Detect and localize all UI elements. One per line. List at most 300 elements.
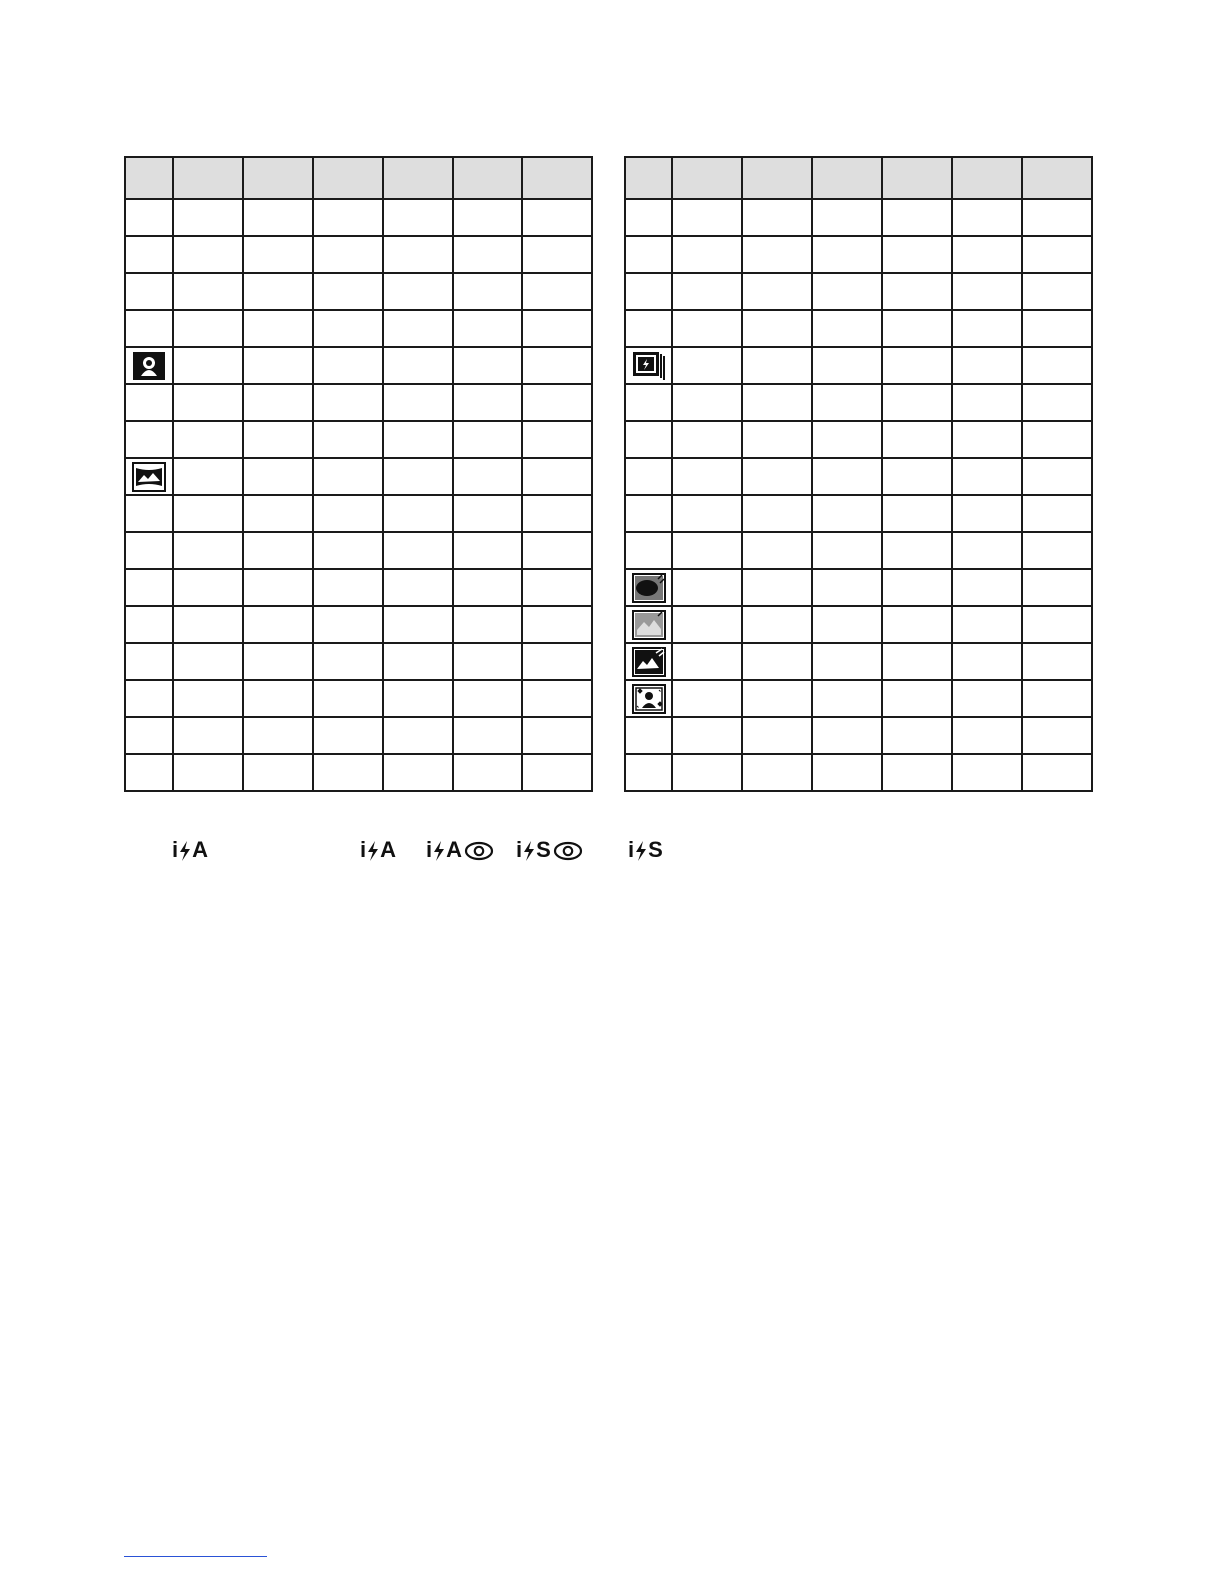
right-table-row	[625, 680, 1092, 717]
right-table-cell	[672, 717, 742, 754]
right-table-cell	[1022, 754, 1092, 791]
right-table-cell	[812, 199, 882, 236]
left-table-cell	[313, 680, 383, 717]
left-table-cell	[125, 421, 173, 458]
flash-burst-icon	[632, 351, 666, 381]
left-table-cell	[522, 347, 592, 384]
right-table-cell	[672, 680, 742, 717]
right-table-cell	[742, 458, 812, 495]
right-table-cell	[1022, 495, 1092, 532]
right-table-row	[625, 310, 1092, 347]
left-header-cell	[173, 157, 243, 199]
left-table-cell	[383, 532, 453, 569]
left-table-row	[125, 495, 592, 532]
red-eye-icon	[462, 837, 494, 863]
left-table-cell	[313, 643, 383, 680]
right-table-cell	[672, 754, 742, 791]
right-table-cell	[952, 273, 1022, 310]
left-table-cell	[243, 347, 313, 384]
right-settings-table	[624, 156, 1093, 792]
left-table-cell	[522, 273, 592, 310]
right-table-cell	[952, 384, 1022, 421]
right-table-cell	[1022, 569, 1092, 606]
right-table-cell	[625, 495, 672, 532]
right-table-cell	[672, 421, 742, 458]
right-table-cell	[952, 236, 1022, 273]
right-table-cell	[952, 347, 1022, 384]
left-table-cell	[522, 421, 592, 458]
left-table-cell	[243, 606, 313, 643]
footnote-rule	[124, 1556, 267, 1557]
left-table-cell	[173, 717, 243, 754]
flash-bolt-icon	[366, 837, 380, 863]
left-table-cell	[453, 606, 522, 643]
right-table-cell	[742, 569, 812, 606]
left-table-cell	[313, 236, 383, 273]
right-table-cell	[882, 754, 952, 791]
right-table-cell	[672, 458, 742, 495]
right-header-cell	[625, 157, 672, 199]
left-table-cell	[383, 495, 453, 532]
pinhole-mode-icon	[632, 573, 666, 603]
right-table-cell	[625, 236, 672, 273]
left-table-cell	[383, 754, 453, 791]
left-table-cell	[243, 717, 313, 754]
right-table-cell	[742, 532, 812, 569]
right-table-cell	[742, 384, 812, 421]
flash-bolt-icon	[178, 837, 192, 863]
right-table-cell	[742, 643, 812, 680]
right-table-cell	[672, 310, 742, 347]
left-table-cell	[125, 569, 173, 606]
left-table-cell	[173, 606, 243, 643]
right-header-row	[625, 157, 1092, 199]
legend-letter: S	[648, 837, 663, 862]
left-table-cell	[243, 236, 313, 273]
left-table-cell	[125, 273, 173, 310]
left-table-cell	[125, 643, 173, 680]
left-table-cell	[313, 606, 383, 643]
left-table-cell	[453, 199, 522, 236]
left-table-cell	[383, 310, 453, 347]
flash-legend-2	[360, 836, 396, 864]
right-table-cell	[812, 347, 882, 384]
left-table-cell	[243, 532, 313, 569]
left-table-cell	[125, 236, 173, 273]
right-table-row	[625, 532, 1092, 569]
left-table-row	[125, 458, 592, 495]
right-table-cell	[882, 643, 952, 680]
legend-prefix: i	[172, 837, 179, 862]
left-table-cell	[313, 310, 383, 347]
right-table-row	[625, 458, 1092, 495]
left-table-cell	[173, 384, 243, 421]
right-table-cell	[882, 717, 952, 754]
left-table-cell	[453, 532, 522, 569]
left-table-cell	[243, 384, 313, 421]
right-table-cell	[625, 273, 672, 310]
right-table-cell	[812, 717, 882, 754]
right-table-cell	[882, 347, 952, 384]
legend-letter: A	[446, 837, 463, 862]
right-table-cell	[672, 606, 742, 643]
left-table-cell	[453, 273, 522, 310]
left-header-cell	[522, 157, 592, 199]
left-table-cell	[125, 347, 173, 384]
left-table-cell	[313, 569, 383, 606]
right-table-cell	[812, 236, 882, 273]
right-table-cell	[625, 680, 672, 717]
right-table-row	[625, 495, 1092, 532]
right-table-cell	[952, 643, 1022, 680]
right-table-cell	[742, 236, 812, 273]
left-table-row	[125, 384, 592, 421]
left-table-cell	[243, 754, 313, 791]
right-table-cell	[672, 236, 742, 273]
left-table-row	[125, 421, 592, 458]
right-table-cell	[812, 273, 882, 310]
right-table-cell	[625, 717, 672, 754]
legend-prefix: i	[360, 837, 367, 862]
right-header-cell	[672, 157, 742, 199]
right-table-cell	[1022, 643, 1092, 680]
right-table-cell	[812, 421, 882, 458]
left-table-cell	[522, 458, 592, 495]
left-table-cell	[313, 347, 383, 384]
left-table-cell	[522, 606, 592, 643]
right-table-cell	[882, 532, 952, 569]
left-table-cell	[125, 606, 173, 643]
left-table-cell	[243, 569, 313, 606]
left-table-row	[125, 199, 592, 236]
flash-bolt-icon	[634, 837, 648, 863]
left-table-cell	[313, 754, 383, 791]
left-table-cell	[243, 421, 313, 458]
right-table-cell	[625, 310, 672, 347]
right-table-cell	[952, 199, 1022, 236]
left-table-cell	[383, 236, 453, 273]
left-table-cell	[125, 310, 173, 347]
left-table-cell	[383, 347, 453, 384]
legend-letter: S	[536, 837, 551, 862]
right-table-cell	[1022, 717, 1092, 754]
left-table-cell	[125, 384, 173, 421]
right-table-cell	[742, 680, 812, 717]
left-table-cell	[313, 717, 383, 754]
left-table-cell	[173, 569, 243, 606]
right-table-row	[625, 569, 1092, 606]
left-table-cell	[383, 384, 453, 421]
panorama-mode-icon	[132, 462, 166, 492]
left-table-cell	[522, 717, 592, 754]
left-table-row	[125, 532, 592, 569]
left-table-row	[125, 643, 592, 680]
right-table-cell	[882, 569, 952, 606]
right-table-row	[625, 421, 1092, 458]
left-table-cell	[313, 421, 383, 458]
right-table-cell	[625, 754, 672, 791]
right-table-cell	[625, 532, 672, 569]
right-table-cell	[882, 606, 952, 643]
right-table-cell	[672, 347, 742, 384]
left-table-cell	[383, 199, 453, 236]
right-table-cell	[812, 532, 882, 569]
legend-prefix: i	[516, 837, 523, 862]
left-table-cell	[173, 273, 243, 310]
film-grain-mode-icon	[632, 610, 666, 640]
right-table-cell	[742, 754, 812, 791]
right-table-row	[625, 199, 1092, 236]
right-table-cell	[812, 643, 882, 680]
right-table-cell	[812, 495, 882, 532]
left-table-cell	[453, 384, 522, 421]
right-table-row	[625, 236, 1092, 273]
right-table-cell	[882, 495, 952, 532]
left-table-row	[125, 569, 592, 606]
left-table-cell	[125, 458, 173, 495]
right-table-cell	[882, 199, 952, 236]
right-table-cell	[1022, 347, 1092, 384]
left-table-cell	[383, 569, 453, 606]
left-table-cell	[173, 495, 243, 532]
right-table-row	[625, 347, 1092, 384]
right-table-cell	[952, 421, 1022, 458]
left-table-cell	[313, 384, 383, 421]
right-table-cell	[672, 273, 742, 310]
left-table-row	[125, 347, 592, 384]
left-table-cell	[313, 532, 383, 569]
right-table-cell	[812, 569, 882, 606]
right-header-cell	[952, 157, 1022, 199]
left-header-row	[125, 157, 592, 199]
left-table-cell	[522, 532, 592, 569]
left-table-cell	[243, 495, 313, 532]
left-table-cell	[522, 680, 592, 717]
left-table-cell	[173, 236, 243, 273]
right-table-cell	[1022, 384, 1092, 421]
left-table-cell	[453, 310, 522, 347]
right-table-cell	[625, 569, 672, 606]
left-header-cell	[453, 157, 522, 199]
red-eye-icon	[551, 837, 583, 863]
left-table-cell	[453, 717, 522, 754]
right-table-cell	[672, 532, 742, 569]
right-table-cell	[952, 680, 1022, 717]
right-header-cell	[742, 157, 812, 199]
left-table-cell	[313, 199, 383, 236]
left-table-cell	[125, 199, 173, 236]
left-table-cell	[383, 680, 453, 717]
right-table-cell	[742, 495, 812, 532]
left-header-cell	[243, 157, 313, 199]
left-header-cell	[313, 157, 383, 199]
right-table-cell	[672, 384, 742, 421]
portrait-mode-icon	[132, 351, 166, 381]
right-table-cell	[952, 310, 1022, 347]
left-table-cell	[522, 384, 592, 421]
high-speed-burst-icon	[632, 647, 666, 677]
right-table-cell	[625, 606, 672, 643]
right-table-row	[625, 384, 1092, 421]
left-table-cell	[125, 532, 173, 569]
right-table-cell	[742, 347, 812, 384]
left-table-cell	[522, 569, 592, 606]
left-table-row	[125, 717, 592, 754]
right-table-cell	[1022, 421, 1092, 458]
right-table-cell	[625, 199, 672, 236]
flash-bolt-icon	[432, 837, 446, 863]
left-table-row	[125, 680, 592, 717]
left-table-cell	[173, 310, 243, 347]
left-settings-table	[124, 156, 593, 792]
right-table-cell	[812, 680, 882, 717]
right-table-cell	[812, 310, 882, 347]
left-table-cell	[383, 273, 453, 310]
legend-prefix: i	[628, 837, 635, 862]
left-table-cell	[173, 458, 243, 495]
left-table-cell	[313, 458, 383, 495]
right-table-cell	[952, 458, 1022, 495]
legend-letter: A	[192, 837, 209, 862]
right-table-cell	[672, 495, 742, 532]
left-table-cell	[243, 643, 313, 680]
right-table-cell	[812, 754, 882, 791]
right-table-cell	[882, 421, 952, 458]
flash-legend-1	[172, 836, 208, 864]
left-table-cell	[173, 680, 243, 717]
left-table-row	[125, 310, 592, 347]
right-table-cell	[742, 421, 812, 458]
right-table-cell	[1022, 680, 1092, 717]
right-table-cell	[625, 421, 672, 458]
right-header-cell	[882, 157, 952, 199]
left-table-cell	[173, 643, 243, 680]
right-table-cell	[882, 310, 952, 347]
left-table-cell	[173, 421, 243, 458]
right-table-cell	[952, 569, 1022, 606]
left-table-cell	[383, 643, 453, 680]
left-table-cell	[243, 310, 313, 347]
right-table-cell	[952, 495, 1022, 532]
right-table-cell	[1022, 458, 1092, 495]
left-table-cell	[313, 495, 383, 532]
right-table-cell	[812, 458, 882, 495]
left-table-cell	[453, 754, 522, 791]
flash-legend-4	[516, 836, 583, 864]
right-table-cell	[812, 384, 882, 421]
right-table-cell	[672, 569, 742, 606]
right-table-cell	[625, 384, 672, 421]
left-table-cell	[522, 643, 592, 680]
left-table-cell	[522, 754, 592, 791]
left-table-cell	[125, 680, 173, 717]
left-table-cell	[243, 458, 313, 495]
left-table-cell	[383, 717, 453, 754]
left-table-cell	[383, 458, 453, 495]
right-table-cell	[1022, 606, 1092, 643]
right-table-cell	[1022, 532, 1092, 569]
right-table-cell	[742, 717, 812, 754]
legend-letter: A	[380, 837, 397, 862]
left-table-cell	[125, 495, 173, 532]
left-table-cell	[313, 273, 383, 310]
right-table-cell	[672, 643, 742, 680]
left-table-row	[125, 606, 592, 643]
right-table-cell	[742, 310, 812, 347]
left-table-cell	[453, 421, 522, 458]
right-table-cell	[625, 643, 672, 680]
left-table-cell	[453, 495, 522, 532]
left-table-cell	[522, 495, 592, 532]
right-header-cell	[812, 157, 882, 199]
flash-bolt-icon	[522, 837, 536, 863]
left-table-cell	[125, 754, 173, 791]
left-table-cell	[522, 199, 592, 236]
right-header-cell	[1022, 157, 1092, 199]
right-table-row	[625, 273, 1092, 310]
right-table-cell	[1022, 310, 1092, 347]
right-table-cell	[952, 754, 1022, 791]
flash-legend-3	[426, 836, 494, 864]
right-table-row	[625, 643, 1092, 680]
right-table-cell	[812, 606, 882, 643]
right-table-cell	[882, 384, 952, 421]
left-table-cell	[125, 717, 173, 754]
right-table-cell	[742, 273, 812, 310]
left-table-cell	[522, 236, 592, 273]
right-table-cell	[742, 199, 812, 236]
left-table-cell	[173, 532, 243, 569]
right-table-cell	[882, 273, 952, 310]
left-table-cell	[173, 347, 243, 384]
right-table-cell	[882, 458, 952, 495]
right-table-cell	[625, 347, 672, 384]
legend-prefix: i	[426, 837, 433, 862]
left-header-cell	[383, 157, 453, 199]
right-table-row	[625, 754, 1092, 791]
right-table-cell	[882, 680, 952, 717]
left-table-cell	[173, 754, 243, 791]
left-table-cell	[453, 643, 522, 680]
right-table-cell	[672, 199, 742, 236]
left-table-cell	[243, 273, 313, 310]
left-table-cell	[453, 569, 522, 606]
left-table-row	[125, 236, 592, 273]
left-table-cell	[243, 680, 313, 717]
right-table-row	[625, 717, 1092, 754]
left-header-cell	[125, 157, 173, 199]
flash-legend-5	[628, 836, 663, 864]
right-table-cell	[1022, 236, 1092, 273]
left-table-row	[125, 754, 592, 791]
left-table-cell	[453, 680, 522, 717]
right-table-cell	[742, 606, 812, 643]
left-table-row	[125, 273, 592, 310]
left-table-cell	[453, 458, 522, 495]
right-table-cell	[952, 532, 1022, 569]
right-table-cell	[625, 458, 672, 495]
right-table-cell	[952, 717, 1022, 754]
right-table-cell	[1022, 273, 1092, 310]
left-table-cell	[522, 310, 592, 347]
right-table-cell	[952, 606, 1022, 643]
right-table-row	[625, 606, 1092, 643]
left-table-cell	[453, 347, 522, 384]
left-table-cell	[243, 199, 313, 236]
left-table-cell	[453, 236, 522, 273]
left-table-cell	[173, 199, 243, 236]
photo-frame-icon	[632, 684, 666, 714]
